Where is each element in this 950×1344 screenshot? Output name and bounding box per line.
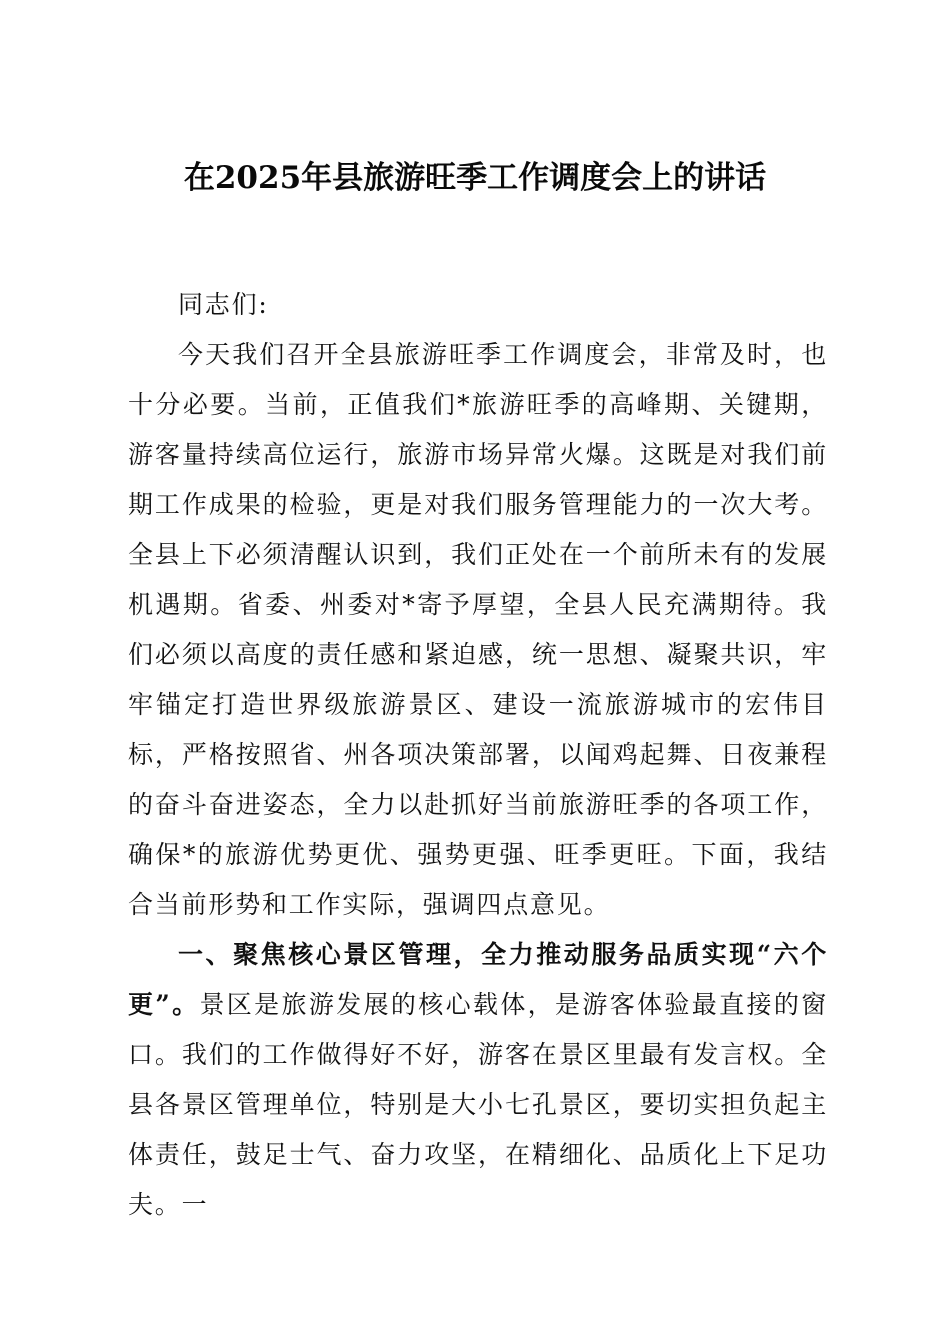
document-title: 在2025年县旅游旺季工作调度会上的讲话	[183, 160, 767, 196]
section-heading: 一、聚焦核心景区管理，全力推动服务品质实现“六个更”。	[128, 940, 828, 1019]
paragraph-section-1	[128, 930, 828, 1230]
document-body	[128, 280, 828, 1230]
section-text: 景区是旅游发展的核心载体，是游客体验最直接的窗口。我们的工作做得好不好，游客在景区里最有发言权。全县各景区管理单位，特别是大小七孔景区，要切实担负起主体责任，鼓足士气、奋力攻坚，在精细化、品质化上下足功夫。一	[128, 990, 828, 1219]
salutation: 同志们:	[178, 290, 269, 319]
paragraph-intro: 今天我们召开全县旅游旺季工作调度会，非常及时，也十分必要。当前，正值我们*旅游旺季的高峰期、关键期，游客量持续高位运行，旅游市场异常火爆。这既是对我们前期工作成果的检验，更是对我们服务管理能力的一次大考。全县上下必须清醒认识到，我们正处在一个前所未有的发展机遇期。省委、州委对*寄予厚望，全县人民充满期待。我们必须以高度的责任感和紧迫感，统一思想、凝聚共识，牢牢锚定打造世界级旅游景区、建设一流旅游城市的宏伟目标，严格按照省、州各项决策部署，以闻鸡起舞、日夜兼程的奋斗奋进姿态，全力以赴抓好当前旅游旺季的各项工作，确保*的旅游优势更优、强势更强、旺季更旺。下面，我结合当前形势和工作实际，强调四点意见。	[128, 340, 828, 919]
